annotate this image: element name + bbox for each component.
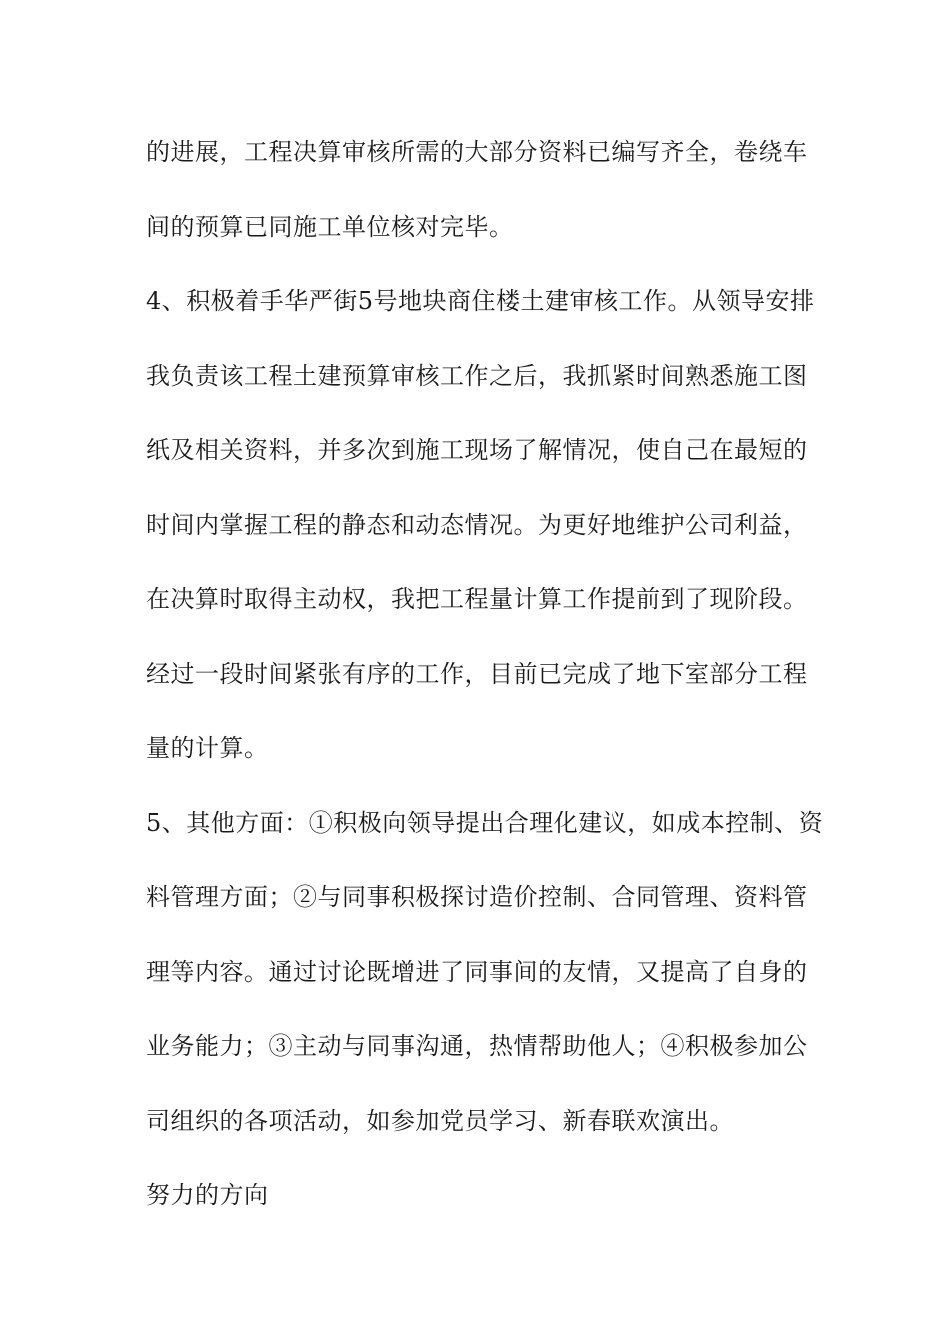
section-heading: 努力的方向 (146, 1181, 269, 1209)
text-line: 理等内容。通过讨论既增进了同事间的友情，又提高了自身的 (146, 957, 808, 986)
text-line: 业务能力；③主动与同事沟通，热情帮助他人；④积极参加公 (146, 1032, 808, 1060)
text-line: 量的计算。 (146, 734, 269, 762)
text-line: 我负责该工程土建预算审核工作之后，我抓紧时间熟悉施工图 (146, 361, 808, 390)
text-line: 经过一段时间紧张有序的工作，目前已完成了地下室部分工程 (146, 659, 808, 688)
text-line: 司组织的各项活动，如参加党员学习、新春联欢演出。 (146, 1106, 734, 1135)
text-line: 5、其他方面：①积极向领导提出合理化建议，如成本控制、资 (146, 808, 824, 837)
text-line: 时间内掌握工程的静态和动态情况。为更好地维护公司利益， (146, 510, 808, 539)
text-line: 在决算时取得主动权，我把工程量计算工作提前到了现阶段。 (146, 585, 808, 613)
body-text (146, 132, 824, 1250)
text-line: 纸及相关资料，并多次到施工现场了解情况，使自己在最短的 (146, 436, 808, 464)
text-line: 间的预算已同施工单位核对完毕。 (146, 212, 514, 241)
text-line: 的进展，工程决算审核所需的大部分资料已编写齐全，卷绕车 (146, 138, 808, 166)
text-line: 4、积极着手华严街5号地块商住楼土建审核工作。从领导安排 (146, 287, 815, 315)
text-line: 料管理方面；②与同事积极探讨造价控制、合同管理、资料管 (146, 883, 808, 911)
